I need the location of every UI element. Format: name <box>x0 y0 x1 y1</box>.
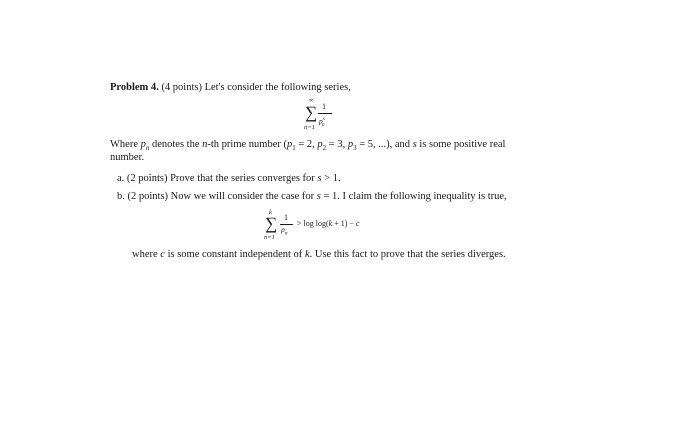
sigma-symbol: ∑ <box>265 214 278 233</box>
sum-lower-limit: n=1 <box>264 234 275 241</box>
problem-points: (4 points) <box>161 82 202 93</box>
inequality-formula <box>262 209 502 245</box>
sum-lower-limit: n=1 <box>304 124 315 131</box>
sum-upper-limit: k <box>269 209 272 216</box>
part-a: a. (2 points) Prove that the series converges for s > 1. <box>117 173 341 184</box>
fraction-numerator: 1 <box>284 213 288 222</box>
fraction-numerator: 1 <box>322 102 326 111</box>
part-b: b. (2 points) Now we will consider the case for s = 1. I claim the following inequality is true, <box>117 191 507 202</box>
inequality-rhs: > log log(k + 1) − c <box>297 219 360 228</box>
problem-label: Problem 4. <box>110 82 159 93</box>
part-a-label: a. <box>117 173 125 184</box>
sum-upper-limit: ∞ <box>309 97 314 104</box>
problem-intro: Let's consider the following series, <box>204 82 351 93</box>
definition-line: Where $p_n$ denotes the n-th prime number ($p_1 = 2$, $p_2 = 3$, $p_3 = 5$, ...), and s is some positive real <box>110 139 506 153</box>
fraction-bar <box>318 113 332 114</box>
part-b-label: b. <box>117 191 125 202</box>
series-formula <box>302 97 352 137</box>
sigma-symbol: ∑ <box>305 103 318 122</box>
fraction-denominator: $p^s_n$ <box>319 116 325 128</box>
definition-line-end: number. <box>110 152 145 163</box>
closing-instruction: where c is some constant independent of k. Use this fact to prove that the series diverges. <box>132 249 506 260</box>
fraction-denominator: $p_n$ <box>281 225 288 237</box>
problem-heading <box>110 81 351 94</box>
